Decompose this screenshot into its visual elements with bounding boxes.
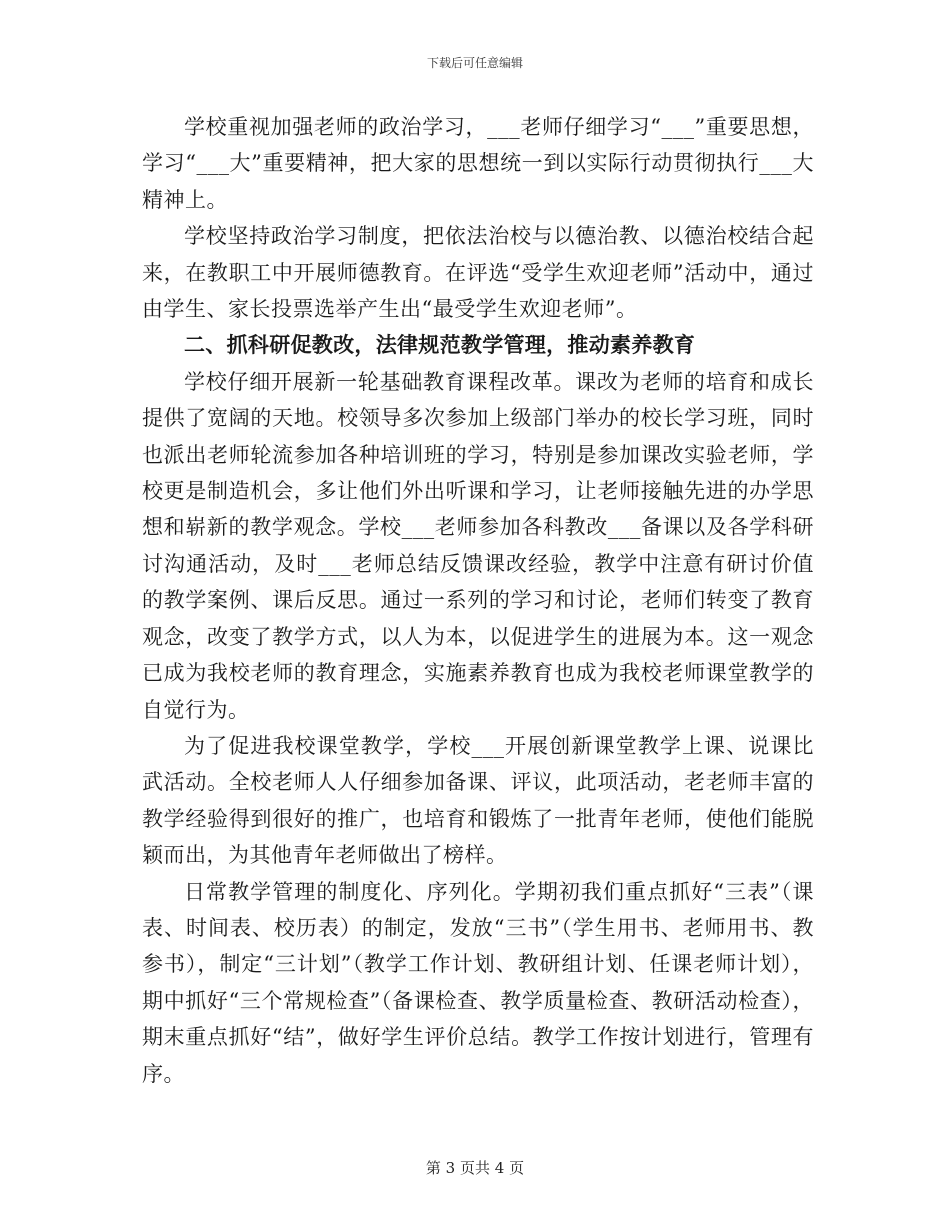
document-body	[142, 109, 814, 1092]
paragraph-curriculum-reform: 学校仔细开展新一轮基础教育课程改革。课改为老师的培育和成长提供了宽阔的天地。校领导多次参加上级部门举办的校长学习班，同时也派出老师轮流参加各种培训班的学习，特别是参加课改实验老师，学校更是制造机会，多让他们外出听课和学习，让老师接触先进的办学思想和崭新的教学观念。学校___老师参加各科教改___备课以及各学科研讨沟通活动，及时___老师总结反馈课改经验，教学中注意有研讨价值的教学案例、课后反思。通过一系列的学习和讨论，老师们转变了教育观念，改变了教学方式，以人为本，以促进学生的进展为本。这一观念已成为我校老师的教育理念，实施素养教育也成为我校老师课堂教学的自觉行为。	[142, 369, 814, 722]
page-footer: 第 3 页共 4 页	[425, 1159, 525, 1177]
section-heading: 二、抓科研促教改，法律规范教学管理，推动素养教育	[184, 333, 696, 358]
paragraph-political-study: 学校重视加强老师的政治学习，___老师仔细学习“___”重要思想，学习“___大”重要精神，把大家的思想统一到以实际行动贯彻执行___大精神上。	[142, 115, 814, 212]
paragraph-teaching-management: 日常教学管理的制度化、序列化。学期初我们重点抓好“三表”（课表、时间表、校历表）的制定，发放“三书”（学生用书、老师用书、教参书），制定“三计划”（教学工作计划、教研组计划、任课老师计划），期中抓好“三个常规检查”（备课检查、教学质量检查、教研活动检查），期末重点抓好“结”，做好学生评价总结。教学工作按计划进行，管理有序。	[142, 879, 814, 1086]
paragraph-ethics-education: 学校坚持政治学习制度，把依法治校与以德治教、以德治校结合起来，在教职工中开展师德教育。在评选“受学生欢迎老师”活动中，通过由学生、家长投票选举产生出“最受学生欢迎老师”。	[142, 224, 814, 322]
page-header: 下载后可任意编辑	[426, 56, 523, 70]
paragraph-teaching-competition: 为了促进我校课堂教学，学校___开展创新课堂教学上课、说课比武活动。全校老师人人仔细参加备课、评议，此项活动，老老师丰富的教学经验得到很好的推广，也培育和锻炼了一批青年老师，使他们能脱颖而出，为其他青年老师做出了榜样。	[142, 733, 814, 868]
